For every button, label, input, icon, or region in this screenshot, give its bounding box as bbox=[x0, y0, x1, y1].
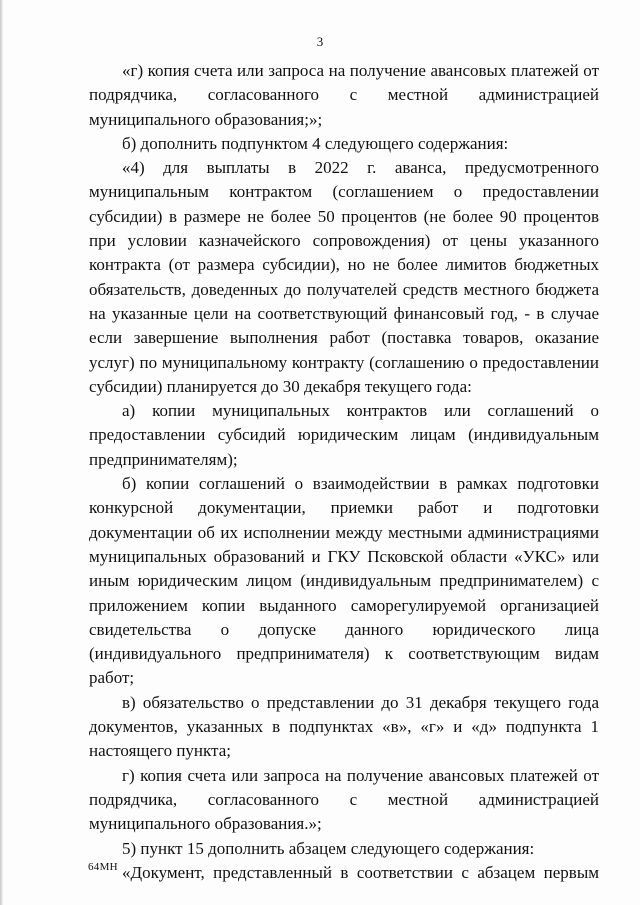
paragraph-subpoint-4: «4) для выплаты в 2022 г. аванса, предусмотренного муниципальным контрактом (соглашением о предоставлении субсидии) в размере не более 50 процентов (не более 90 процентов при условии казначейского сопровождения) от цены указанного контракта (от размера субсидии), но не более лимитов бюджетных обязательств, доведенных до получателей средств местного бюджета на указанные цели на соответствующий финансовый год, - в случае если завершение выполнения работ (поставка товаров, оказание услуг) по муниципальному контракту (соглашению о предоставлении субсидии) планируется до 30 декабря текущего года: bbox=[89, 158, 599, 396]
paragraph-document-clause: «Документ, представленный в соответствии с абзацем первым bbox=[122, 862, 599, 882]
paragraph-item-a: а) копии муниципальных контрактов или соглашений о предоставлении субсидий юридическим лицам (индивидуальным предпринимателям); bbox=[89, 401, 599, 469]
paragraph-item-v: в) обязательство о представлении до 31 декабря текущего года документов, указанных в подпунктах «в», «г» и «д» подпункта 1 настоящего пункта; bbox=[89, 692, 599, 761]
paragraph-amend-b: б) дополнить подпунктом 4 следующего содержания: bbox=[122, 133, 509, 153]
footer-document-code: 64МН bbox=[88, 861, 118, 873]
page-number: 3 bbox=[316, 34, 324, 49]
paragraph-item-g: г) копия счета или запроса на получение авансовых платежей от подрядчика, согласованного с местной администрацией муниципального образования.»; bbox=[89, 765, 599, 834]
paragraph-item-b: б) копии соглашений о взаимодействии в рамках подготовки конкурсной документации, приемки работ и подготовки документации об их исполнении между местными администрациями муниципальных образований и ГКУ Псковской области «УКС» или иным юридическим лицом (индивидуальным предпринимателем) с приложением копии выданного саморегулируемой организацией свидетельства о допуске данного юридического лица (индивидуального предпринимателя) к соответствующим видам работ; bbox=[89, 474, 599, 688]
document-body bbox=[89, 59, 599, 885]
paragraph-subitem-g-original: «г) копия счета или запроса на получение авансовых платежей от подрядчика, согласованного с местной администрацией муниципального образования;»; bbox=[89, 61, 599, 129]
paragraph-amend-5: 5) пункт 15 дополнить абзацем следующего содержания: bbox=[122, 838, 535, 858]
page-edge-shadow bbox=[0, 0, 3, 905]
